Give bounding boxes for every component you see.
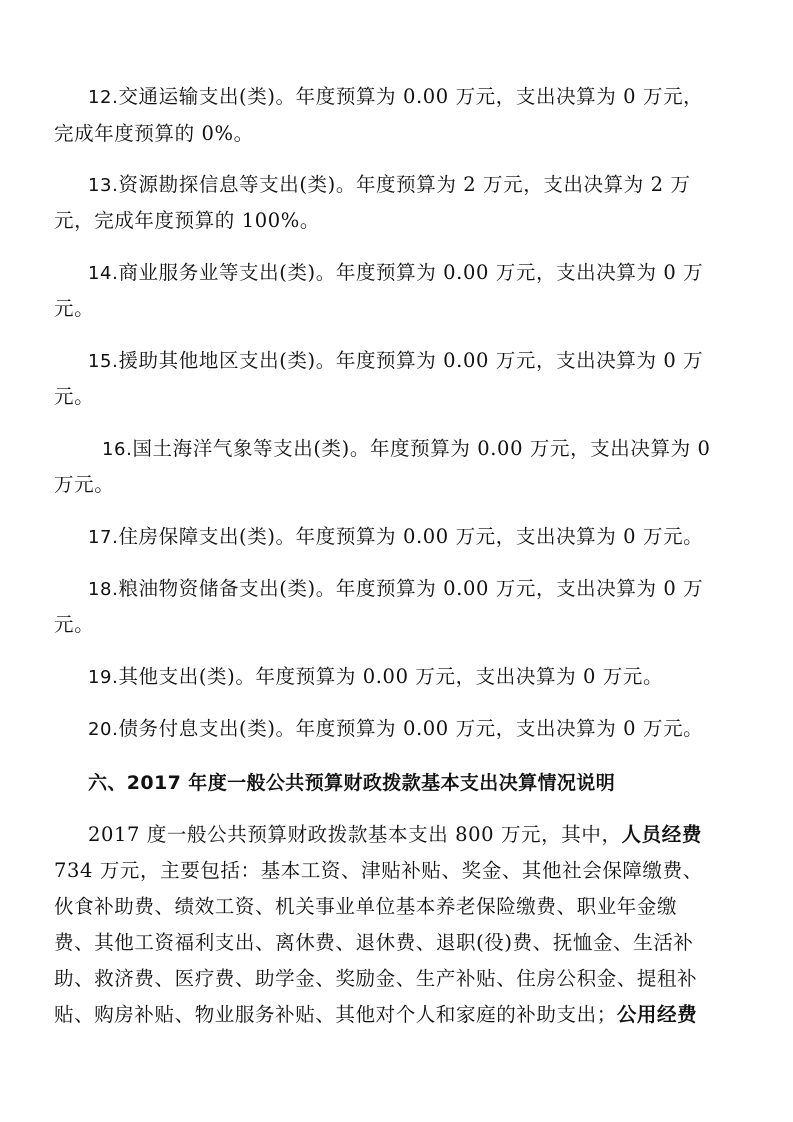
item-16-text: 国土海洋气象等支出(类)。年度预算为 0.00 万元，支出决算为 0 bbox=[132, 437, 711, 460]
item-17-number: 17. bbox=[88, 527, 119, 548]
item-17-line-1 bbox=[88, 522, 744, 553]
personnel-expense-term: 人员经费 bbox=[621, 823, 702, 846]
item-18-line-2: 元。 bbox=[54, 613, 95, 636]
item-12-line-1 bbox=[88, 82, 744, 113]
paragraph-line-5: 助、救济费、医疗费、助学金、奖励金、生产补贴、住房公积金、提租补 bbox=[54, 967, 698, 990]
paragraph-line-2: 734 万元，主要包括：基本工资、津贴补贴、奖金、其他社会保障缴费、 bbox=[54, 859, 703, 882]
item-16-line-2: 万元。 bbox=[54, 473, 115, 496]
item-20-text: 债务付息支出(类)。年度预算为 0.00 万元，支出决算为 0 万元。 bbox=[118, 717, 704, 740]
paragraph-line-3: 伙食补助费、绩效工资、机关事业单位基本养老保险缴费、职业年金缴 bbox=[54, 895, 678, 918]
item-13-number: 13. bbox=[88, 175, 119, 196]
item-14-line-2: 元。 bbox=[54, 297, 95, 320]
item-13-line-2: 元，完成年度预算的 100%。 bbox=[54, 209, 320, 232]
item-16-number: 16. bbox=[102, 439, 133, 460]
item-15-line-2: 元。 bbox=[54, 385, 95, 408]
public-expense-term: 公用经费 bbox=[616, 1003, 698, 1026]
item-18-number: 18. bbox=[88, 579, 119, 600]
paragraph-line-6 bbox=[54, 1000, 744, 1030]
item-20-number: 20. bbox=[88, 719, 119, 740]
paragraph-line-1-text: 2017 度一般公共预算财政拨款基本支出 800 万元，其中， bbox=[88, 823, 622, 846]
section-heading: 六、2017 年度一般公共预算财政拨款基本支出决算情况说明 bbox=[88, 772, 616, 794]
item-14-number: 14. bbox=[88, 263, 119, 284]
item-15-number: 15. bbox=[88, 351, 119, 372]
item-12-number: 12. bbox=[88, 87, 119, 108]
item-17-text: 住房保障支出(类)。年度预算为 0.00 万元，支出决算为 0 万元。 bbox=[118, 525, 704, 548]
item-16-line-1 bbox=[102, 434, 744, 465]
item-19-line-1 bbox=[88, 662, 744, 693]
item-14-line-1 bbox=[88, 258, 744, 289]
paragraph-line-6-text: 贴、购房补贴、物业服务补贴、其他对个人和家庭的补助支出； bbox=[54, 1003, 617, 1026]
item-15-line-1 bbox=[88, 346, 744, 377]
item-14-text: 商业服务业等支出(类)。年度预算为 0.00 万元，支出决算为 0 万 bbox=[118, 261, 704, 284]
item-18-line-1 bbox=[88, 574, 744, 605]
item-15-text: 援助其他地区支出(类)。年度预算为 0.00 万元，支出决算为 0 万 bbox=[118, 349, 704, 372]
item-13-text: 资源勘探信息等支出(类)。年度预算为 2 万元，支出决算为 2 万 bbox=[118, 173, 691, 196]
item-18-text: 粮油物资储备支出(类)。年度预算为 0.00 万元，支出决算为 0 万 bbox=[118, 577, 704, 600]
paragraph-line-1 bbox=[88, 820, 744, 850]
paragraph-line-4: 费、其他工资福利支出、离休费、退休费、退职(役)费、抚恤金、生活补 bbox=[54, 931, 694, 954]
item-12-line-2: 完成年度预算的 0%。 bbox=[54, 122, 254, 145]
item-19-text: 其他支出(类)。年度预算为 0.00 万元，支出决算为 0 万元。 bbox=[118, 665, 664, 688]
item-19-number: 19. bbox=[88, 667, 119, 688]
item-12-text: 交通运输支出(类)。年度预算为 0.00 万元，支出决算为 0 万元， bbox=[118, 85, 704, 108]
item-20-line-1 bbox=[88, 714, 744, 745]
item-13-line-1 bbox=[88, 170, 744, 201]
